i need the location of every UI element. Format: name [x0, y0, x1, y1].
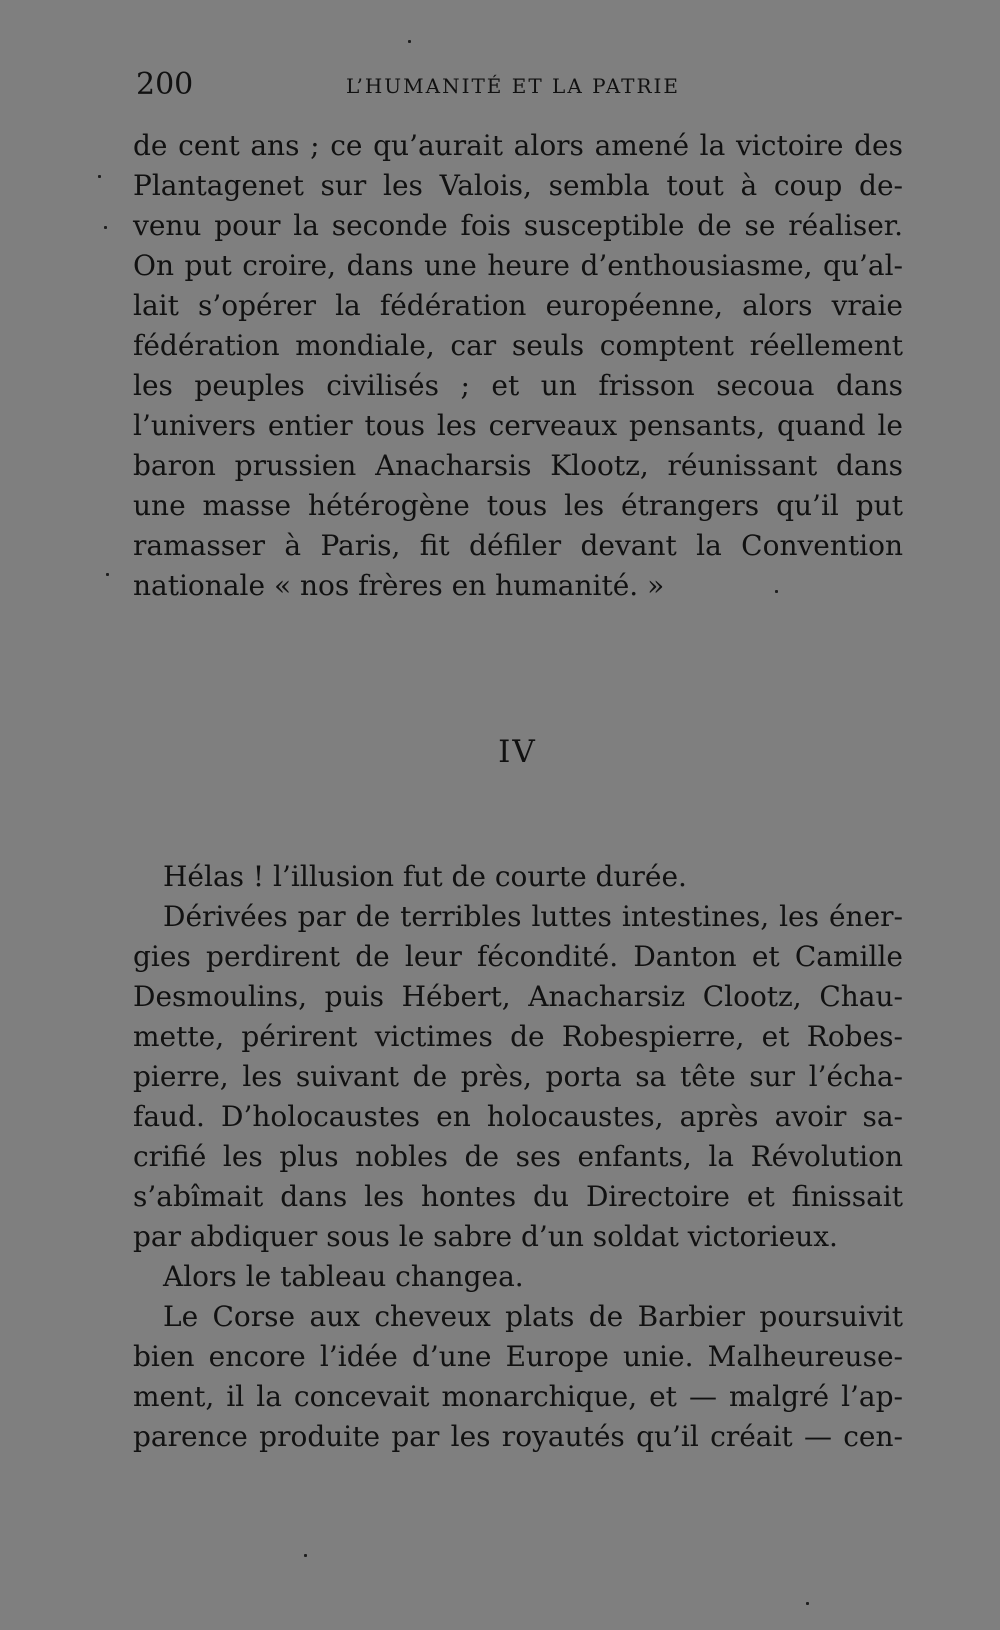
text-line: Le Corse aux cheveux plats de Barbier poursuivit	[163, 1300, 903, 1333]
text-line: fédération mondiale, car seuls comptent réellement	[133, 329, 903, 362]
text-line: l’univers entier tous les cerveaux pensants, quand le	[133, 409, 903, 442]
text-line: s’abîmait dans les hontes du Directoire et finissait	[133, 1180, 903, 1213]
text-line: ment, il la concevait monarchique, et — malgré l’ap-	[133, 1380, 903, 1413]
page-number: 200	[136, 67, 194, 102]
section-heading: IV	[498, 734, 537, 770]
paragraph-corse	[133, 1297, 903, 1457]
text-line: une masse hétérogène tous les étrangers qu’il put	[133, 489, 903, 522]
text-line: faud. D’holocaustes en holocaustes, après avoir sa-	[133, 1100, 903, 1133]
ink-speck	[806, 1602, 809, 1605]
text-line: les peuples civilisés ; et un frisson secoua dans	[133, 369, 903, 402]
text-line: crifié les plus nobles de ses enfants, la Révolution	[133, 1140, 903, 1173]
text-line: baron prussien Anacharsis Klootz, réunissant dans	[133, 449, 903, 482]
text-line: lait s’opérer la fédération européenne, alors vraie	[133, 289, 903, 322]
text-line: Desmoulins, puis Hébert, Anacharsiz Clootz, Chau-	[133, 980, 903, 1013]
paragraph-tableau	[133, 1257, 903, 1297]
text-line: Hélas ! l’illusion fut de courte durée.	[163, 860, 687, 893]
text-line: mette, périrent victimes de Robespierre, et Robes-	[133, 1020, 903, 1053]
ink-speck	[106, 573, 109, 576]
text-line: Alors le tableau changea.	[163, 1260, 524, 1293]
ink-speck	[408, 40, 411, 43]
text-line: nationale « nos frères en humanité. »	[133, 569, 665, 602]
ink-speck	[104, 226, 107, 229]
text-line: par abdiquer sous le sabre d’un soldat victorieux.	[133, 1220, 838, 1253]
text-line: de cent ans ; ce qu’aurait alors amené la victoire des	[133, 129, 903, 162]
text-line: On put croire, dans une heure d’enthousiasme, qu’al-	[133, 249, 903, 282]
paragraph-continued	[133, 126, 903, 606]
text-line: bien encore l’idée d’une Europe unie. Malheureuse-	[133, 1340, 903, 1373]
text-line: venu pour la seconde fois susceptible de se réaliser.	[133, 209, 903, 242]
page-header	[136, 68, 903, 108]
paragraph-revolution	[133, 897, 903, 1257]
running-title: L’HUMANITÉ ET LA PATRIE	[346, 74, 681, 98]
text-line: pierre, les suivant de près, porta sa tête sur l’écha-	[133, 1060, 903, 1093]
ink-speck	[304, 1554, 307, 1557]
text-line: Dérivées par de terribles luttes intestines, les éner-	[163, 900, 903, 933]
text-line: Plantagenet sur les Valois, sembla tout à coup de-	[133, 169, 903, 202]
ink-speck	[98, 175, 101, 178]
ink-speck	[775, 590, 778, 593]
text-line: parence produite par les royautés qu’il créait — cen-	[133, 1420, 903, 1453]
text-line: gies perdirent de leur fécondité. Danton et Camille	[133, 940, 903, 973]
paragraph-illusion	[133, 857, 903, 897]
text-line: ramasser à Paris, fit défiler devant la Convention	[133, 529, 903, 562]
